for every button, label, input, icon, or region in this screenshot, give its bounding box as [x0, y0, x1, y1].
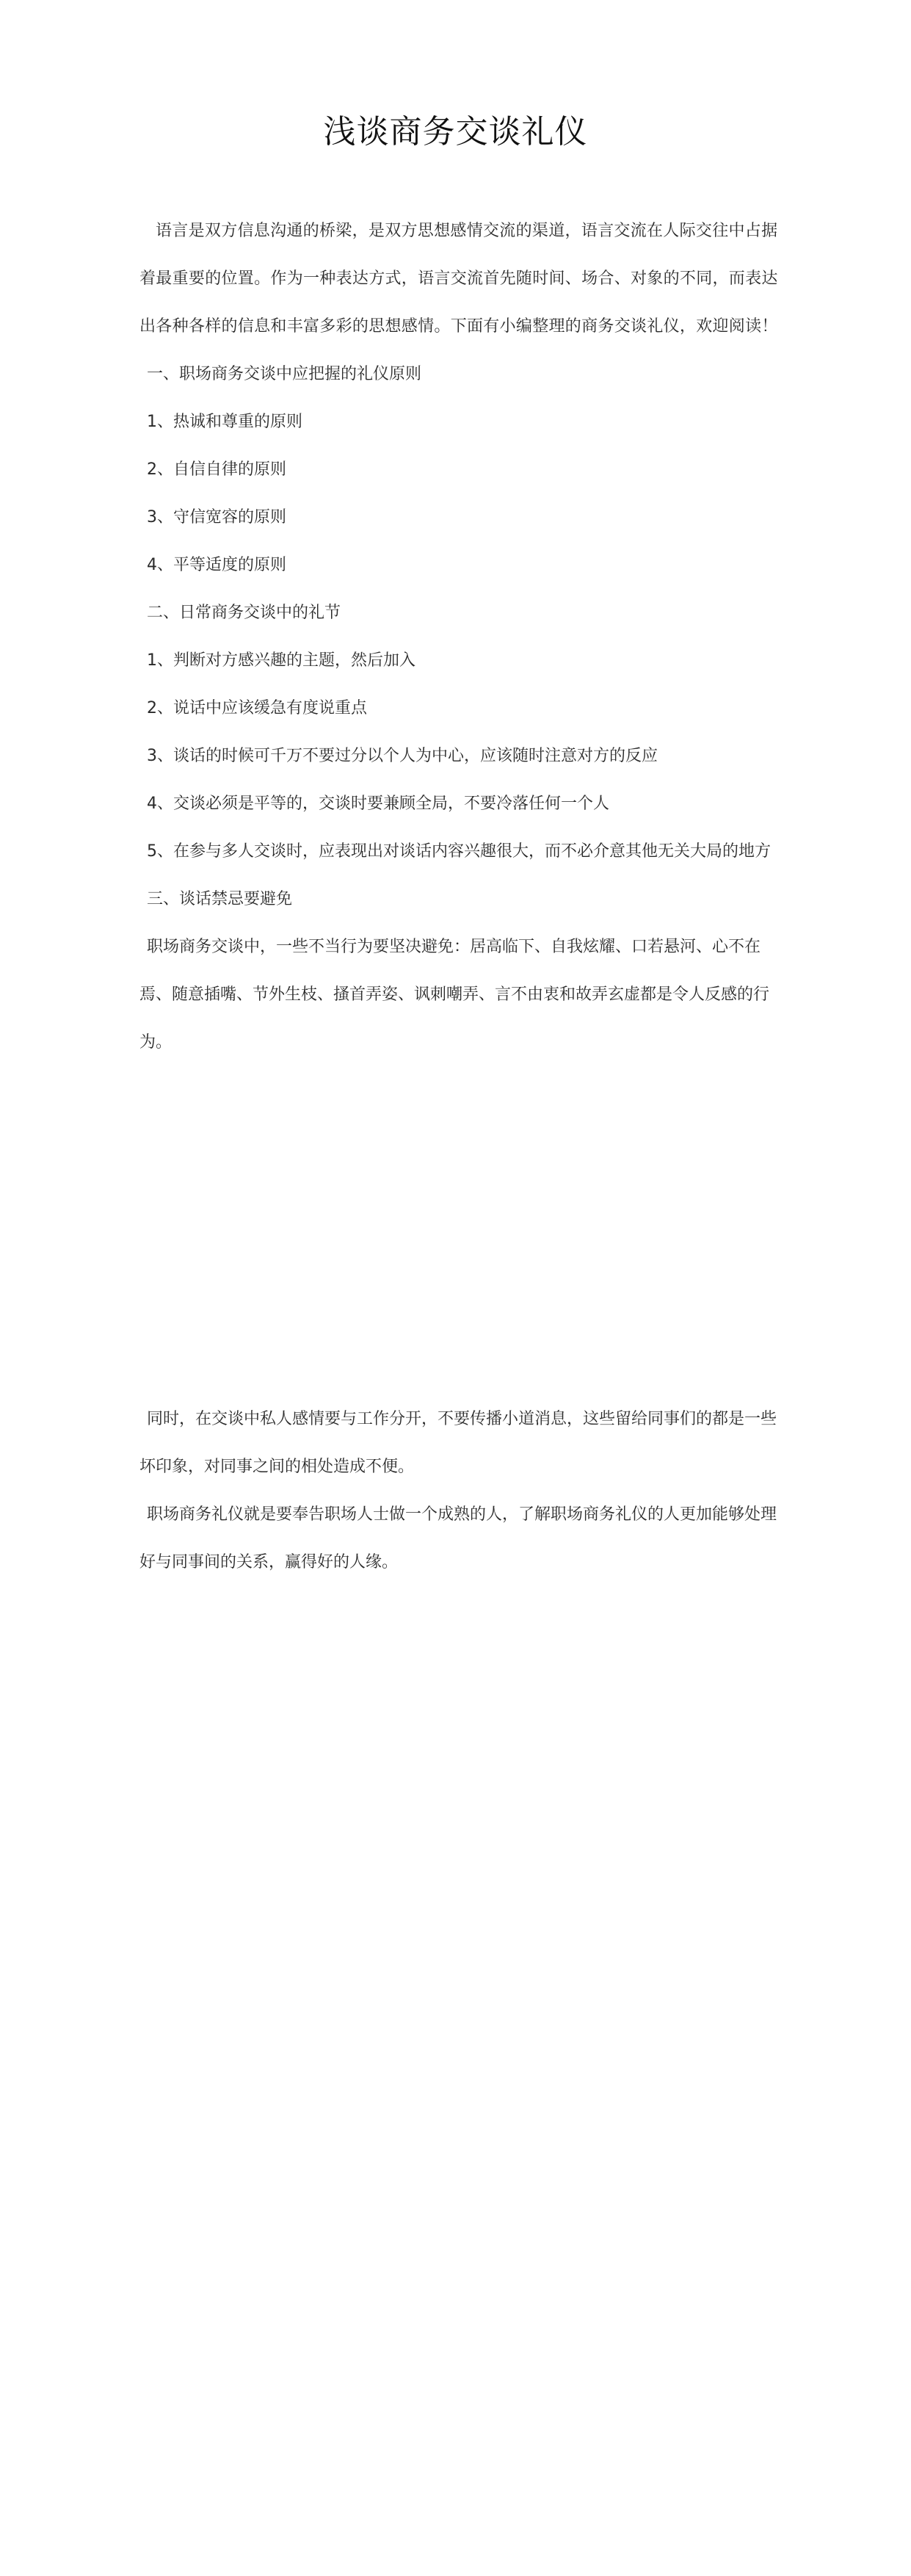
document-title: 浅谈商务交谈礼仪 [323, 113, 588, 151]
section2-item: 4、交谈必须是平等的，交谈时要兼顾全局，不要冷落任何一个人 [147, 795, 609, 813]
section1-item: 1、热诚和尊重的原则 [147, 413, 302, 431]
section1-item: 4、平等适度的原则 [147, 556, 286, 574]
section3-paragraph: 职场商务交谈中，一些不当行为要坚决避免：居高临下、自我炫耀、口若悬河、心不在焉、随意插嘴、节外生枝、搔首弄姿、讽刺嘲弄、言不由衷和故弄玄虚都是令人反感的行为。 [139, 938, 770, 1052]
section1-heading: 一、职场商务交谈中应把握的礼仪原则 [147, 365, 422, 383]
section2-item: 1、判断对方感兴趣的主题，然后加入 [147, 651, 415, 670]
section2-item: 3、谈话的时候可千万不要过分以个人为中心，应该随时注意对方的反应 [147, 747, 658, 765]
section3-heading: 三、谈话禁忌要避免 [147, 890, 293, 908]
section1-item: 3、守信宽容的原则 [147, 508, 286, 527]
document-closing [139, 1395, 785, 1586]
section2-item: 5、在参与多人交谈时，应表现出对谈话内容兴趣很大，而不必介意其他无关大局的地方 [147, 842, 771, 861]
section2-item: 2、说话中应该缓急有度说重点 [147, 699, 367, 717]
section1-item: 2、自信自律的原则 [147, 460, 286, 479]
section2-heading: 二、日常商务交谈中的礼节 [147, 604, 341, 622]
closing-paragraph-2: 职场商务礼仪就是要奉告职场人士做一个成熟的人，了解职场商务礼仪的人更加能够处理好与同事间的关系，赢得好的人缘。 [139, 1505, 777, 1571]
intro-paragraph: 语言是双方信息沟通的桥梁，是双方思想感情交流的渠道，语言交流在人际交往中占据着最重要的位置。作为一种表达方式，语言交流首先随时间、场合、对象的不同，而表达出各种各样的信息和丰富多彩的思想感情。下面有小编整理的商务交谈礼仪，欢迎阅读！ [139, 222, 778, 336]
closing-paragraph-1: 同时，在交谈中私人感情要与工作分开，不要传播小道消息，这些留给同事们的都是一些坏印象，对同事之间的相处造成不便。 [139, 1410, 777, 1476]
document-body [139, 207, 785, 1066]
